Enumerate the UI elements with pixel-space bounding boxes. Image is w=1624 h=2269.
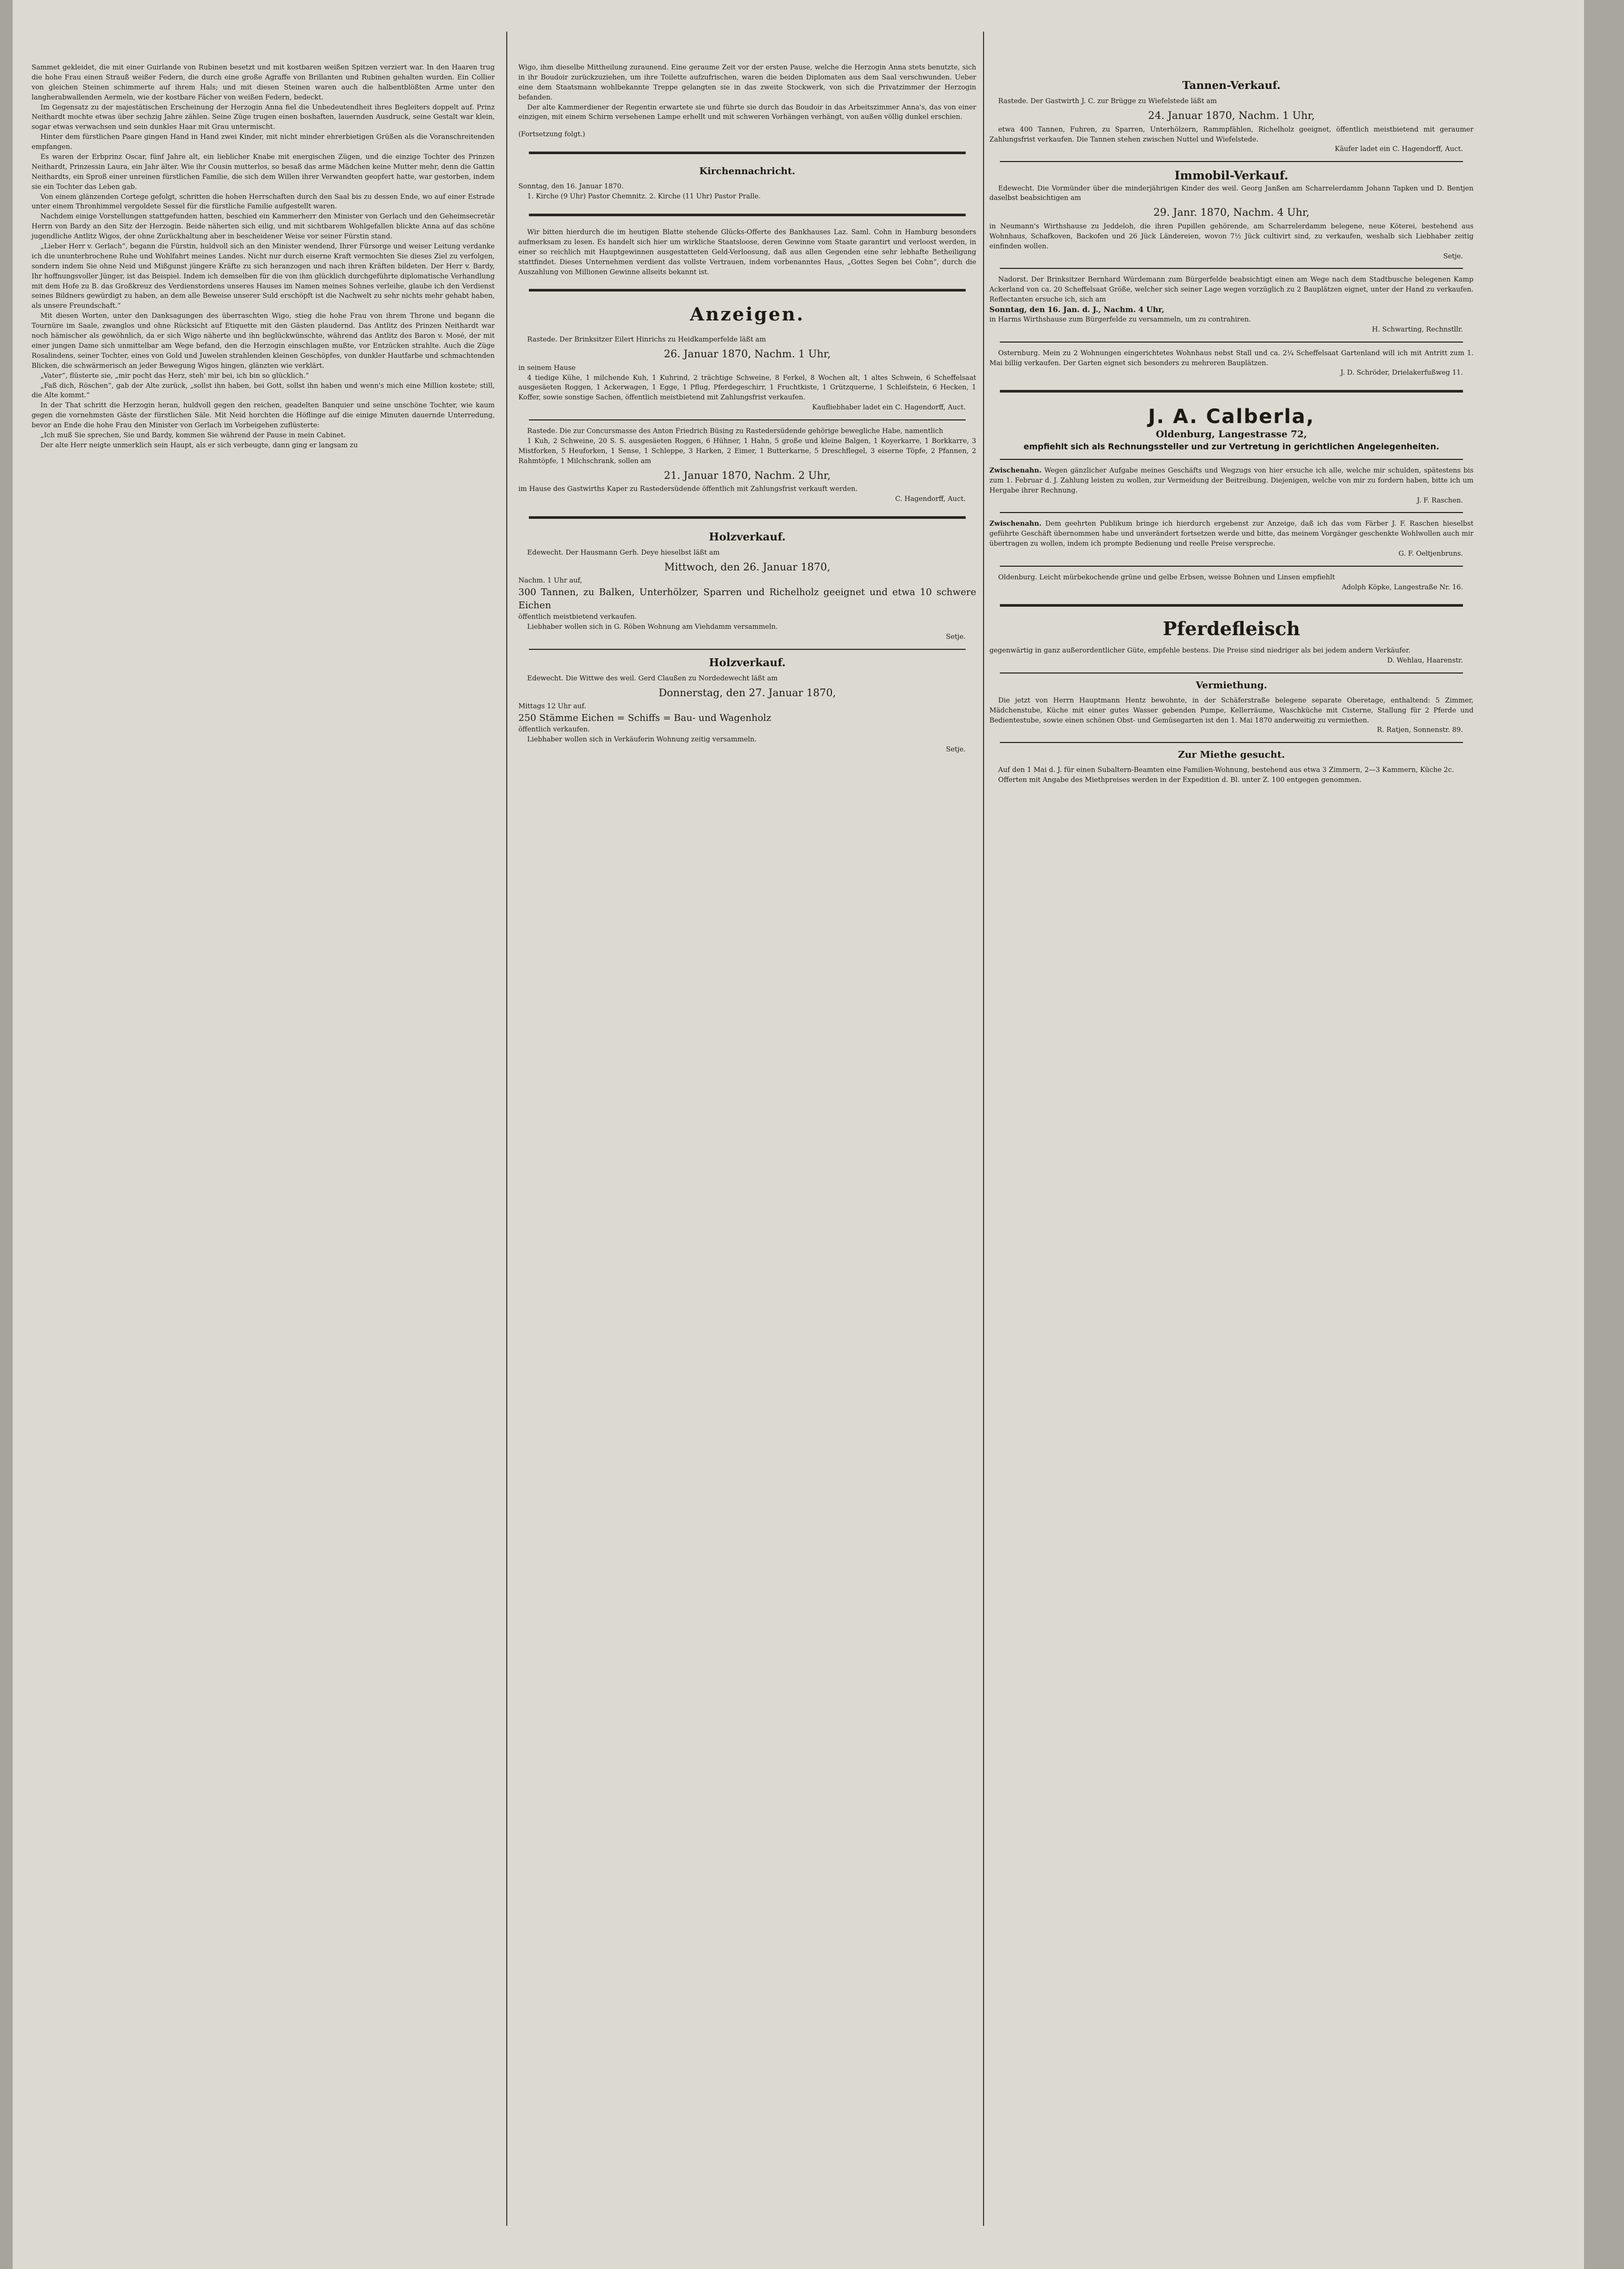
pferdefleisch-title: Pferdefleisch	[1162, 618, 1300, 640]
miethe-title: Zur Miethe gesucht.	[1178, 749, 1285, 761]
story-paragraph: Mit diesen Worten, unter den Danksagungen des überraschten Wigo, stieg die hohe Frau von ihrem Throne und begann die Tournüre im Saale, zwanglos und ohne Rücksicht auf Etiquette mit den Gästen plaudernd. Das Antlitz des Prinzen Neithardt war noch hämischer als gewöhnlich, da er sich Wigo näherte und ihn beglückwünschte, während das Antlitz des Baron v. Mosé, der mit einer jungen Dame sich unmittelbar am Wege befand, den die Herzogin einschlagen mußte, vor Entzücken strahlte. Auch die Züge Rosalindens, seiner Tochter, eines von Gold und Juwelen strahlenden kleinen Geschöpfes, von dunkler Hautfarbe und schmachtenden Blicken, die schwärmerisch an jeder Bewegung Wigos hingen, glänzten wie verklärt.	[32, 312, 495, 370]
section-divider	[529, 649, 966, 650]
auction-ad-body: 4 tiedige Kühe, 1 milchende Kuh, 1 Kuhrind, 2 trächtige Schweine, 8 Ferkel, 8 Wochen alt, 1 altes Schwein, 6 Scheffelsaat ausgesäeten Roggen, 1 Ackerwagen, 1 Egge, 1 Pflug, Pferdegeschirr, 1 Fruchtkiste, 1 Grützquerne, 1 Schleifstein, 6 Hecken, 1 Koffer, sowie sonstige Sachen, öffentlich meistbietend mit Zahlungsfrist verkaufen.	[518, 374, 976, 402]
church-notice-text: 1. Kirche (9 Uhr) Pastor Chemnitz. 2. Kirche (11 Uhr) Pastor Pralle.	[527, 193, 761, 201]
immobil-sale-signature: Setje.	[1443, 252, 1463, 260]
story-paragraph: „Faß dich, Röschen“, gab der Alte zurück, „sollst ihn haben, bei Gott, sollst ihn haben und wenn's mich eine Million kostete; still, die Alte kommt.“	[32, 381, 495, 400]
wood-sale-title: Holzverkauf.	[709, 656, 786, 669]
page-spine	[0, 0, 13, 2269]
story-paragraph: Nachdem einige Vorstellungen stattgefunden hatten, beschied ein Kammerherr den Minister von Gerlach und den Geheimsecretär Herrn von Bardy an den Sitz der Herzogin. Beide näherten sich eilig, und mit sichtbarem Wohlgefallen blickte Anna auf das schöne jugendliche Antlitz Wigos, der ohne Zurückhaltung aber in bescheidener Weise vor seiner Fürstin stand.	[32, 213, 495, 241]
calberla-services: empfiehlt sich als Rechnungssteller und zur Vertretung in gerichtlichen Angelegenheiten.	[1024, 441, 1439, 451]
auction-ad-place: in seinem Hause	[518, 364, 576, 372]
wood-sale-signature: Setje.	[946, 746, 966, 754]
tannen-sale-intro: Rastede. Der Gastwirth J. C. zur Brügge zu Wiefelstede läßt am	[998, 97, 1217, 105]
section-divider	[1000, 342, 1463, 343]
auction-ad-signature: Kaufliebhaber ladet ein C. Hagendorff, Auct.	[812, 404, 966, 412]
miethe-text: Offerten mit Angabe des Miethpreises werden in der Expedition d. Bl. unter Z. 100 entgegen genommen.	[998, 776, 1362, 784]
wood-sale-tail: öffentlich meistbietend verkaufen.	[518, 613, 637, 621]
zwischenahn-ad-place: Zwischenahn.	[989, 466, 1042, 475]
section-divider	[1000, 742, 1463, 743]
story-paragraph: Es waren der Erbprinz Oscar, fünf Jahre alt, ein lieblicher Knabe mit energischen Zügen, und die einzige Tochter des Prinzen Neithardt, Prinzessin Laura, ein Jahr älter. Wie ihr Cousin mutterlos, so besaß das arme Mädchen keine Mutter mehr, denn die Gattin Neithardts, ein Sproß einer unreinen fürstlichen Familie, die sich dem Willen ihrer Verwandten geopfert hatte, war gestorben, indem sie ein Tochter das Leben gab.	[32, 153, 495, 191]
pferdefleisch-signature: D. Wehlau, Haarenstr.	[1387, 657, 1463, 665]
tannen-sale-signature: Käufer ladet ein C. Hagendorff, Auct.	[1335, 145, 1463, 154]
wood-sale-time: Nachm. 1 Uhr auf,	[518, 577, 583, 585]
immobil-sale-body: in Neumann's Wirthshause zu Jeddeloh, die ihren Pupillen gehörende, am Scharrelerdamm belegene, neue Köterei, bestehend aus Wohnhaus, Schafkoven, Backofen und 26 Jück Ländereien, wovon 7½ Jück cultivirt sind, zu verkaufen, weshalb sich Liebhaber zeitig einfinden wollen.	[989, 223, 1473, 250]
auction-ad-tail: im Hause des Gastwirths Kaper zu Rastedersüdende öffentlich mit Zahlungsfrist verkauft werden.	[518, 485, 858, 494]
tannen-sale-body: etwa 400 Tannen, Fuhren, zu Sparren, Unterhölzern, Rammpfählen, Richelholz geeignet, öffentlich meistbietend mit geraumer Zahlungsfrist verkaufen. Die Tannen stehen zwischen Nuttel und Wiefelstede.	[989, 125, 1473, 144]
section-divider	[529, 214, 966, 216]
osternburg-ad-signature: J. D. Schröder, Drielakerfußweg 11.	[1340, 369, 1463, 377]
wood-sale-body: 250 Stämme Eichen = Schiffs = Bau- und Wagenholz	[518, 712, 771, 724]
zwischenahn-ad-place: Zwischenahn.	[989, 520, 1042, 528]
vermiethung-text: Die jetzt von Herrn Hauptmann Hentz bewohnte, in der Schäferstraße belegene separate Oberetage, enthaltend: 5 Zimmer, Mädchenstube, Küche mit einer gutes Wasser gebenden Pumpe, Kellerräume, Waschküche mit Cisterne, Stallung für 2 Pferde und Bedientestube, sowie einen schönen Obst- und Gemüsegarten ist den 1. Mai 1870 anderweitig zu vermiethen.	[989, 696, 1473, 725]
section-divider	[1000, 672, 1463, 674]
story-paragraph: „Lieber Herr v. Gerlach“, begann die Fürstin, huldvoll sich an den Minister wendend, Ihrer Fürsorge und weiser Leitung verdanke ich die ununterbrochene Ruhe und Wohlfahrt meines Landes. Nicht nur durch eiserne Kraft vermochten Sie dieses Ziel zu verfolgen, sondern indem Sie ohne Neid und Mißgunst jüngere Kräfte zu sich heranzogen und nach ihren Kräften bildeten. Der Herr v. Bardy, Ihr hoffnungsvoller Jünger, ist das Beispiel. Indem ich demselben für die von ihm glücklich durchgeführte diplomatische Verhandlung mit dem Hofe zu B. das Großkreuz des Verdienstordens unseres Hauses im Namen meines Sohnes verleihe, glaube ich den Verdienst seines Bildners gewürdigt zu haben, an dem alle Beweise unserer Suld erschöpft ist die Nachwelt zu sehr nichts mehr gehabt haben, als unsere Freundschaft.“	[32, 243, 495, 310]
immobil-sale-intro: Edewecht. Die Vormünder über die minderjährigen Kinder des weil. Georg Janßen am Scharrelerdamm Johann Tapken und D. Bentjen daselbst beabsichtigen am	[989, 184, 1473, 203]
section-divider	[1000, 512, 1463, 513]
lottery-notice: Wir bitten hierdurch die im heutigen Blatte stehende Glücks-Offerte des Bankhauses Laz. Saml. Cohn in Hamburg besonders aufmerksam zu lesen. Es handelt sich hier um wirkliche Staatsloose, deren Gewinne vom Staate garantirt und verloost werden, in einer so reichlich mit Hauptgewinnen ausgestatteten Geld-Verloosung, daß aus allen Gegenden eine sehr lebhafte Betheiligung stattfindet. Dieses Unternehmen verdient das vollste Vertrauen, indem vorbenanntes Haus, „Gottes Segen bei Cohn“, durch die Auszahlung von Millionen Gewinne allseits bekannt ist.	[518, 228, 976, 276]
nadorst-ad-text: Nadorst. Der Brinksitzer Bernhard Würdemann zum Bürgerfelde beabsichtigt einen am Wege nach dem Stadtbusche belegenen Kamp Ackerland von ca. 20 Scheffelsaat Größe, welcher sich seiner Lage wegen vorzüglich zu 2 Bauplätzen eignet, unter der Hand zu verkaufen. Reflectanten ersuche ich, sich am	[989, 276, 1473, 304]
immobil-sale-date: 29. Janr. 1870, Nachm. 4 Uhr,	[1153, 206, 1310, 219]
osternburg-ad-text: Osternburg. Mein zu 2 Wohnungen eingerichtetes Wohnhaus nebst Stall und ca. 2¼ Scheffelsaat Gartenland will ich mit Antritt zum 1. Mai billig verkaufen. Der Garten eignet sich besonders zu mehreren Bauplätzen.	[989, 349, 1473, 367]
story-paragraph: Hinter dem fürstlichen Paare gingen Hand in Hand zwei Kinder, mit nicht minder ehrerbietigen Grüßen als die Voranschreitenden empfangen.	[32, 133, 495, 152]
pferdefleisch-text: gegenwärtig in ganz außerordentlicher Güte, empfehle bestens. Die Preise sind niedriger als bei jedem andern Verkäufer.	[989, 647, 1411, 655]
section-divider	[529, 516, 966, 519]
story-paragraph: Von einem glänzenden Cortege gefolgt, schritten die hohen Herrschaften durch den Saal bis zu dessen Ende, wo auf einer Estrade unter einem Thronhimmel vergoldete Sessel für die fürstliche Familie aufgestellt waren.	[32, 193, 495, 211]
story-column	[32, 0, 495, 2269]
section-divider	[1000, 268, 1463, 269]
zwischenahn-ad-signature: G. F. Oeltjenbruns.	[1398, 550, 1463, 558]
story-paragraph: Der alte Kammerdiener der Regentin erwartete sie und führte sie durch das Boudoir in das Arbeitszimmer Anna's, das von einer einzigen, mit einem Schirm versehenen Lampe erhellt und mit schweren Vorhängen verhängt, von außen völlig dunkel erschien.	[518, 103, 976, 122]
story-paragraph: In der That schritt die Herzogin heran, huldvoll gegen den reichen, geadelten Banquier und seine unschöne Tochter, wie kaum gegen die vornehmsten Gäste der fürstlichen Säle. Mit Neid horchten die Höflinge auf die einige Minuten dauernde Unterredung, bevor an Ende die hohe Frau den Minister von Gerlach im Vorbeigehen zuflüsterte:	[32, 401, 495, 430]
story-paragraph: „Vater“, flüsterte sie, „mir pocht das Herz, steh' mir bei, ich bin so glücklich.“	[40, 372, 309, 380]
church-notice-title: Kirchennachricht.	[699, 166, 796, 177]
nadorst-ad-signature: H. Schwarting, Rechnstllr.	[1372, 325, 1463, 334]
zwischenahn-ad-2	[989, 519, 1473, 549]
continuation-note: (Fortsetzung folgt.)	[518, 130, 585, 139]
wood-sale-date: Donnerstag, den 27. Januar 1870,	[658, 686, 836, 699]
nadorst-ad-date: Sonntag, den 16. Jan. d. J., Nachm. 4 Uhr,	[989, 306, 1165, 315]
miethe-text: Auf den 1 Mai d. J. für einen Subaltern-Beamten eine Familien-Wohnung, bestehend aus etwa 3 Zimmern, 2—3 Kammern, Küche 2c.	[998, 766, 1454, 775]
story-paragraph: Sammet gekleidet, die mit einer Guirlande von Rubinen besetzt und mit kostbaren weißen Spitzen verziert war. In den Haaren trug die hohe Frau einen Strauß weißer Federn, die durch eine große Agraffe von Brillanten und Rubinen gehalten wurden. Ein Collier von gleichen Steinen schimmerte auf ihrem Hals; und mit diesen Steinen waren auch die halbentblößten Arme unter den langherabwallenden Aermeln, wie der kostbare Fächer von weißen Federn, bedeckt.	[32, 64, 495, 102]
auction-ad-signature: C. Hagendorff, Auct.	[895, 495, 966, 504]
column-rule-1	[506, 32, 507, 2226]
auction-ad-intro: Rastede. Die zur Concursmasse des Anton Friedrich Büsing zu Rastedersüdende gehörige bewegliche Habe, namentlich	[527, 427, 944, 435]
vermiethung-title: Vermiethung.	[1196, 679, 1267, 691]
tannen-sale-title: Tannen-Verkauf.	[1182, 79, 1281, 92]
wood-sale-body: 300 Tannen, zu Balken, Unterhölzer, Sparren und Richelholz geeignet und etwa 10 schwere Eichen	[518, 587, 976, 611]
zwischenahn-ad-text: Dem geehrten Publikum bringe ich hierdurch ergebenst zur Anzeige, daß ich das vom Färber J. F. Raschen hieselbst geführte Geschäft übernommen habe und unverändert fortsetzen werde und bitte, das meinem Vorgänger geschenkte Wohlwollen auch mir übertragen zu wollen, indem ich prompte Bedienung und reelle Preise verspreche.	[989, 520, 1473, 548]
zwischenahn-ad-text: Wegen gänzlicher Aufgabe meines Geschäfts und Wegzugs von hier ersuche ich alle, welche mir schulden, spätestens bis zum 1. Februar d. J. Zahlung leisten zu wollen, zur Vermeidung der Beitreibung. Diejenigen, welche von mir zu fordern haben, bitte ich um Hergabe ihrer Rechnung.	[989, 466, 1473, 495]
page-margin	[1584, 0, 1624, 2269]
advertisements-heading: Anzeigen.	[689, 304, 805, 326]
zwischenahn-ad-signature: J. F. Raschen.	[1417, 496, 1463, 505]
column-rule-2	[983, 32, 984, 2226]
right-column	[989, 0, 1473, 2269]
section-divider	[529, 152, 966, 154]
story-paragraph: Der alte Herr neigte unmerklich sein Haupt, als er sich verbeugte, dann ging er langsam zu	[40, 441, 358, 449]
wood-sale-tail: Liebhaber wollen sich in Verkäuferin Wohnung zeitig versammeln.	[527, 736, 757, 744]
auction-ad-date: 26. Januar 1870, Nachm. 1 Uhr,	[664, 347, 831, 360]
section-divider	[1000, 604, 1463, 607]
wood-sale-date: Mittwoch, den 26. Januar 1870,	[664, 560, 830, 573]
tannen-sale-date: 24. Januar 1870, Nachm. 1 Uhr,	[1148, 109, 1315, 122]
wood-sale-time: Mittags 12 Uhr auf.	[518, 702, 586, 711]
wood-sale-tail: Liebhaber wollen sich in G. Röben Wohnung am Viehdamm versammeln.	[527, 623, 778, 631]
section-divider	[1000, 459, 1463, 460]
wood-sale-title: Holzverkauf.	[709, 530, 786, 543]
wood-sale-tail: öffentlich verkaufen.	[518, 726, 590, 734]
auction-ad-body: 1 Kuh, 2 Schweine, 20 S. S. ausgesäeten Roggen, 6 Hühner, 1 Hahn, 5 große und kleine Balgen, 1 Koyerkarre, 1 Borkkarre, 3 Mistforken, 5 Heuforken, 1 Sense, 1 Schleppe, 3 Harken, 2 Eimer, 1 Butterkarne, 5 Dreschflegel, 3 eiserne Töpfe, 2 Pfannen, 2 Rahmtöpfe, 1 Milchschrank, sollen am	[518, 437, 976, 465]
oldenburg-ad-text: Oldenburg. Leicht mürbekochende grüne und gelbe Erbsen, weisse Bohnen und Linsen empfiehlt	[998, 573, 1335, 581]
section-divider	[1000, 161, 1463, 162]
immobil-sale-title: Immobil-Verkauf.	[1174, 169, 1289, 183]
wood-sale-intro: Edewecht. Der Hausmann Gerh. Deye hieselbst läßt am	[527, 548, 720, 557]
story-paragraph: „Ich muß Sie sprechen, Sie und Bardy, kommen Sie während der Pause in mein Cabinet.	[40, 431, 346, 439]
vermiethung-signature: R. Ratjen, Sonnenstr. 89.	[1377, 726, 1463, 735]
calberla-address: Oldenburg, Langestrasse 72,	[1156, 429, 1307, 440]
middle-column	[518, 0, 976, 2269]
section-divider	[529, 289, 966, 292]
section-divider	[1000, 390, 1463, 393]
auction-ad-intro: Rastede. Der Brinksitzer Eilert Hinrichs zu Heidkamperfelde läßt am	[527, 336, 766, 344]
wood-sale-signature: Setje.	[946, 633, 966, 641]
section-divider	[1000, 566, 1463, 567]
zwischenahn-ad-1	[989, 466, 1473, 496]
auction-ad-date: 21. Januar 1870, Nachm. 2 Uhr,	[664, 469, 831, 481]
wood-sale-intro: Edewecht. Die Wittwe des weil. Gerd Claußen zu Nordedewecht läßt am	[527, 674, 778, 682]
church-notice-date: Sonntag, den 16. Januar 1870.	[518, 183, 624, 191]
nadorst-ad-text: in Harms Wirthshause zum Bürgerfelde zu versammeln, um zu contrahiren.	[989, 316, 1251, 324]
calberla-name: J. A. Calberla,	[1148, 405, 1315, 428]
oldenburg-ad-signature: Adolph Köpke, Langestraße Nr. 16.	[1341, 583, 1463, 591]
story-paragraph: Wigo, ihm dieselbe Mittheilung zuraunend. Eine geraume Zeit vor der ersten Pause, welche die Herzogin Anna stets benutzte, sich in ihr Boudoir zurückzuziehen, um ihre Toilette aufzufrischen, waren die beiden Diplomaten aus dem Saal verschwunden. Ueber eine dem Staatsmann wohlbekannte Treppe gelangten sie in das zweite Stockwerk, von sich die Privatzimmer der Herzogin befanden.	[518, 64, 976, 102]
section-divider	[529, 419, 966, 420]
story-paragraph: Im Gegensatz zu der majestätischen Erscheinung der Herzogin Anna fiel die Unbedeutendheit ihres Begleiters doppelt auf. Prinz Neithardt mochte etwas über sechzig Jahre zählen. Seine Züge trugen einen boshaften, lauernden Ausdruck, seine Gestalt war klein, sogar etwas verwachsen und sein dunkles Haar mit Grau untermischt.	[32, 103, 495, 132]
